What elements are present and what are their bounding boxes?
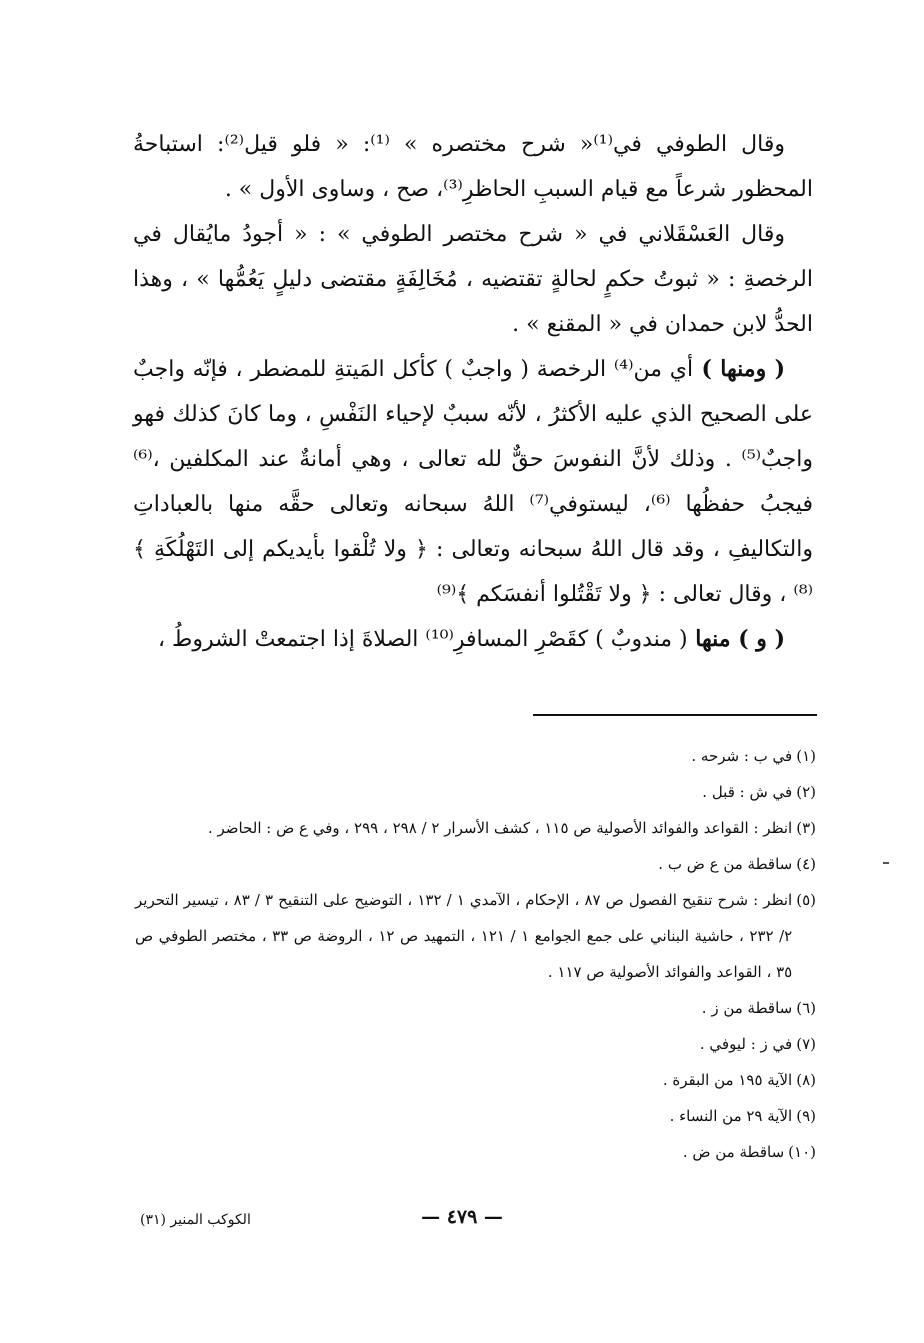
footnote-separator [533,714,817,716]
footnote-number: (٦) [796,999,816,1017]
footnote-item [135,1026,816,1062]
footnote-text: ساقطة من ز . [701,999,793,1017]
footnote-text: الآية ٢٩ من النساء . [669,1107,793,1125]
footnote-text: ساقطة من ض . [682,1143,785,1161]
footnote-number: (٢) [796,783,816,801]
paragraph-4 [133,617,813,662]
footnote-text: في ش : قبل . [702,783,793,801]
footnote-item [135,882,816,990]
paragraph-3 [133,347,813,617]
scan-mark [883,862,889,864]
paragraph-2: وقال العَسْقَلاني في « شرح مختصر الطوفي » : « أجودُ مايُقال في الرخصةِ : « ثبوتُ حكمٍ لحالةٍ تقتضيه ، مُخَالِفَةٍ مقتضى دليلٍ يَعُمُّها » ، وهذا الحدُّ لابن حمدان في « المقنع » . [133,222,813,337]
footnote-number: (١) [796,747,816,765]
paragraph-3-lead: ( ومنها ) [693,356,785,382]
footnote-item [135,1098,816,1134]
footnote-text: انظر : شرح تنقيح الفصول ص ٨٧ ، الإحكام ، الآمدي ١ / ١٣٢ ، التوضيح على التنقيح ٣ / ٨٣ ، تيسير التحرير ٢/ ٢٣٢ ، حاشية البناني على جمع الجوامع ١ / ١٢١ ، التمهيد ص ١٢ ، الروضة ص ٣٣ ، مختصر الطوفي ص ٣٥ ، القواعد والفوائد الأصولية ص ١١٧ . [135,891,793,981]
footnote-item [135,810,816,846]
footnote-number: (٣) [796,819,816,837]
paragraph-3-text: أي من⁽⁴⁾ الرخصة ( واجبٌ ) كأكل المَيتةِ للمضطر ، فإنّه واجبٌ على الصحيح الذي عليه الأكثرُ ، لأنّه سببٌ لإحياء النَفْسِ ، وما كانَ كذلك فهو واجبٌ⁽⁵⁾ . وذلك لأنَّ النفوسَ حقٌّ لله تعالى ، وهي أمانةٌ عند المكلفين ،⁽⁶⁾ فيجبُ حفظُها ⁽⁶⁾، ليستوفي⁽⁷⁾ اللهُ سبحانه وتعالى حقَّه منها بالعباداتِ والتكاليفِ ، وقد قال اللهُ سبحانه وتعالى : ﴿ ولا تُلْقوا بأيديكم إلى التَهْلُكَةِ ﴾⁽⁸⁾ ، وقال تعالى : ﴿ ولا تَقْتُلوا أنفسَكم ﴾⁽⁹⁾ [133,357,813,607]
footnotes [135,738,816,1170]
footnote-number: (٩) [796,1107,816,1125]
paragraph-1: وقال الطوفي في⁽¹⁾« شرح مختصره » ⁽¹⁾: « فلو قيل⁽²⁾: استباحةُ المحظور شرعاً مع قيام السببِ الحاظرِ⁽³⁾، صح ، وساوى الأول » . [133,132,813,202]
paragraph-4-text: ( مندوبٌ ) كقَصْرِ المسافرِ⁽¹⁰⁾ الصلاةَ إذا اجتمعتْ الشروطُ ، [157,627,688,652]
footnote-item [135,846,816,882]
footnote-number: (٨) [796,1071,816,1089]
footnote-text: في ز : ليوفي . [699,1035,793,1053]
main-text [133,122,813,662]
footnote-item [135,1134,816,1170]
footnote-item [135,774,816,810]
footnote-text: الآية ١٩٥ من البقرة . [662,1071,793,1089]
footnote-number: (٥) [796,891,816,909]
footnote-item [135,738,816,774]
footnote-number: (١٠) [788,1143,816,1161]
page-number: — ٤٧٩ — [421,1206,503,1228]
footnote-text: ساقطة من ع ض ب . [658,855,793,873]
footnote-item [135,1062,816,1098]
footnote-item [135,990,816,1026]
footnote-number: (٤) [796,855,816,873]
footnote-text: في ب : شرحه . [691,747,793,765]
printer-signature: الكوكب المنير (٣١) [140,1212,251,1228]
footnote-text: انظر : القواعد والفوائد الأصولية ص ١١٥ ، كشف الأسرار ٢ / ٢٩٨ ، ٢٩٩ ، وفي ع ض : الحاضر . [207,819,793,837]
footnote-number: (٧) [796,1035,816,1053]
paragraph-4-lead: ( و ) منها [687,626,785,652]
